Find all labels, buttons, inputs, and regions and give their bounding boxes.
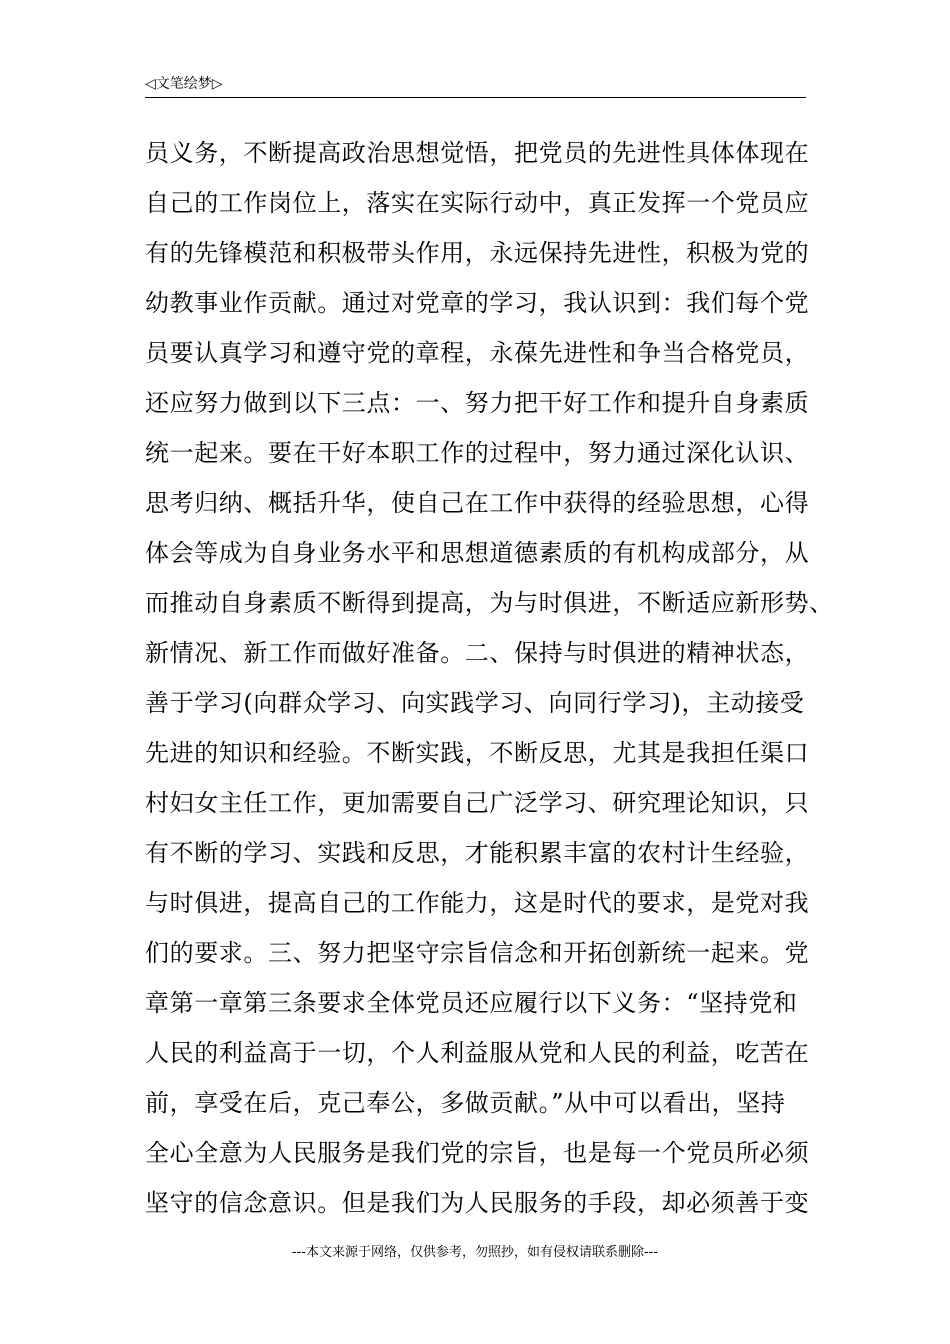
header-brand: ◁文笔绘梦▷ — [145, 76, 223, 92]
body-line: 自己的工作岗位上，落实在实际行动中，真正发挥一个党员应 — [145, 189, 810, 217]
body-line: 村妇女主任工作，更加需要自己广泛学习、研究理论知识，只 — [145, 789, 810, 817]
body-line: 人民的利益高于一切，个人利益服从党和人民的利益，吃苦在 — [145, 1039, 810, 1067]
body-line: 统一起来。要在干好本职工作的过程中，努力通过深化认识、 — [145, 439, 810, 467]
body-line: 坚守的信念意识。但是我们为人民服务的手段，却必须善于变 — [145, 1189, 810, 1217]
body-line: 章第一章第三条要求全体党员还应履行以下义务：“坚持党和 — [145, 989, 798, 1017]
body-line: 新情况、新工作而做好准备。二、保持与时俱进的精神状态， — [145, 639, 810, 667]
body-line: 员要认真学习和遵守党的章程，永葆先进性和争当合格党员， — [145, 339, 810, 367]
body-line: 们的要求。三、努力把坚守宗旨信念和开拓创新统一起来。党 — [145, 939, 810, 967]
body-line: 体会等成为自身业务水平和思想道德素质的有机构成部分，从 — [145, 539, 810, 567]
body-line: 先进的知识和经验。不断实践，不断反思，尤其是我担任渠口 — [145, 739, 810, 767]
body-line: 全心全意为人民服务是我们党的宗旨，也是每一个党员所必须 — [145, 1139, 810, 1167]
body-line: 前，享受在后，克己奉公，多做贡献。”从中可以看出，坚持 — [145, 1089, 786, 1117]
footer-disclaimer: ---本文来源于网络，仅供参考，勿照抄，如有侵权请联系删除--- — [291, 1245, 659, 1260]
header-divider — [145, 97, 806, 98]
body-line: 善于学习(向群众学习、向实践学习、向同行学习)，主动接受 — [145, 689, 805, 717]
body-line: 幼教事业作贡献。通过对党章的学习，我认识到：我们每个党 — [145, 289, 810, 317]
body-line: 而推动自身素质不断得到提高，为与时俱进，不断适应新形势、 — [145, 589, 834, 617]
body-line: 员义务，不断提高政治思想觉悟，把党员的先进性具体体现在 — [145, 139, 810, 167]
document-body — [145, 133, 834, 1233]
body-line: 思考归纳、概括升华，使自己在工作中获得的经验思想，心得 — [145, 489, 810, 517]
body-line: 有不断的学习、实践和反思，才能积累丰富的农村计生经验， — [145, 839, 810, 867]
body-line: 还应努力做到以下三点：一、努力把干好工作和提升自身素质 — [145, 389, 810, 417]
body-line: 与时俱进，提高自己的工作能力，这是时代的要求，是党对我 — [145, 889, 810, 917]
body-line: 有的先锋模范和积极带头作用，永远保持先进性，积极为党的 — [145, 239, 810, 267]
